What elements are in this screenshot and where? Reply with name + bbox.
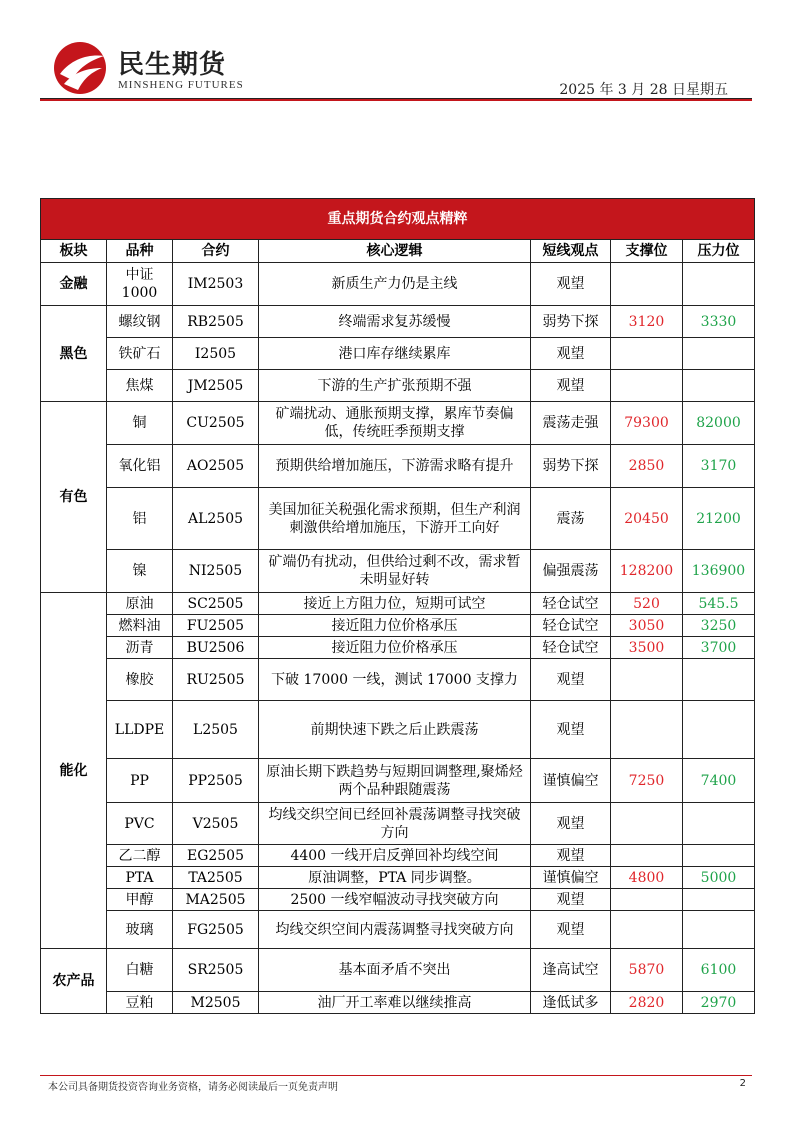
logic-cell: 均线交织空间已经回补震荡调整寻找突破方向	[259, 803, 531, 845]
variety-cell: 甲醇	[107, 889, 173, 911]
logic-cell: 原油调整，PTA 同步调整。	[259, 867, 531, 889]
table-row	[41, 659, 755, 701]
support-cell	[611, 659, 683, 701]
contract-cell: M2505	[173, 992, 259, 1014]
contract-cell: RU2505	[173, 659, 259, 701]
variety-cell: 原油	[107, 593, 173, 615]
contract-cell: FG2505	[173, 911, 259, 949]
view-cell: 震荡	[531, 488, 611, 550]
resistance-cell: 7400	[683, 759, 755, 803]
view-cell: 观望	[531, 338, 611, 370]
table-row	[41, 845, 755, 867]
view-cell: 观望	[531, 659, 611, 701]
support-cell	[611, 845, 683, 867]
view-cell: 观望	[531, 370, 611, 402]
table-row	[41, 488, 755, 550]
view-cell: 轻仓试空	[531, 637, 611, 659]
logic-cell: 均线交织空间内震荡调整寻找突破方向	[259, 911, 531, 949]
resistance-cell: 21200	[683, 488, 755, 550]
table-row	[41, 550, 755, 593]
table-row	[41, 992, 755, 1014]
variety-cell: 铝	[107, 488, 173, 550]
resistance-cell: 6100	[683, 949, 755, 992]
logic-cell: 下破 17000 一线，测试 17000 支撑力	[259, 659, 531, 701]
logic-cell: 4400 一线开启反弹回补均线空间	[259, 845, 531, 867]
col-support-header: 支撑位	[611, 240, 683, 263]
view-cell: 观望	[531, 263, 611, 306]
contract-cell: SC2505	[173, 593, 259, 615]
logic-cell: 终端需求复苏缓慢	[259, 306, 531, 338]
variety-cell: 橡胶	[107, 659, 173, 701]
support-cell	[611, 911, 683, 949]
variety-cell: 沥青	[107, 637, 173, 659]
logic-cell: 矿端仍有扰动，但供给过剩不改，需求暂未明显好转	[259, 550, 531, 593]
logic-cell: 港口库存继续累库	[259, 338, 531, 370]
view-cell: 逢高试空	[531, 949, 611, 992]
support-cell	[611, 803, 683, 845]
logic-cell: 前期快速下跌之后止跌震荡	[259, 701, 531, 759]
view-cell: 逢低试多	[531, 992, 611, 1014]
table-row	[41, 615, 755, 637]
resistance-cell	[683, 803, 755, 845]
view-cell: 弱势下探	[531, 445, 611, 488]
contract-cell: AL2505	[173, 488, 259, 550]
support-cell: 3120	[611, 306, 683, 338]
resistance-cell	[683, 845, 755, 867]
sector-cell: 农产品	[41, 949, 107, 1014]
resistance-cell: 3330	[683, 306, 755, 338]
table-row	[41, 263, 755, 306]
resistance-cell: 3170	[683, 445, 755, 488]
contract-cell: NI2505	[173, 550, 259, 593]
footer-divider	[40, 1075, 752, 1076]
variety-cell: PTA	[107, 867, 173, 889]
variety-cell: 燃料油	[107, 615, 173, 637]
logic-cell: 基本面矛盾不突出	[259, 949, 531, 992]
logic-cell: 矿端扰动、通胀预期支撑，累库节奏偏低，传统旺季预期支撑	[259, 402, 531, 445]
brand-name-en: MINSHENG FUTURES	[118, 79, 244, 91]
variety-cell: 玻璃	[107, 911, 173, 949]
futures-views-table	[40, 198, 755, 1014]
minsheng-logo-icon	[50, 40, 110, 96]
resistance-cell: 5000	[683, 867, 755, 889]
table-row	[41, 759, 755, 803]
contract-cell: EG2505	[173, 845, 259, 867]
col-logic-header: 核心逻辑	[259, 240, 531, 263]
view-cell: 偏强震荡	[531, 550, 611, 593]
resistance-cell: 3700	[683, 637, 755, 659]
contract-cell: L2505	[173, 701, 259, 759]
variety-cell: 铁矿石	[107, 338, 173, 370]
variety-cell: 焦煤	[107, 370, 173, 402]
table-row	[41, 911, 755, 949]
variety-cell: LLDPE	[107, 701, 173, 759]
view-cell: 观望	[531, 845, 611, 867]
logic-cell: 预期供给增加施压，下游需求略有提升	[259, 445, 531, 488]
resistance-cell: 3250	[683, 615, 755, 637]
table-row	[41, 445, 755, 488]
view-cell: 弱势下探	[531, 306, 611, 338]
contract-cell: BU2506	[173, 637, 259, 659]
resistance-cell	[683, 338, 755, 370]
logic-cell: 接近阻力位价格承压	[259, 615, 531, 637]
support-cell: 520	[611, 593, 683, 615]
contract-cell: SR2505	[173, 949, 259, 992]
support-cell	[611, 889, 683, 911]
col-resistance-header: 压力位	[683, 240, 755, 263]
support-cell: 79300	[611, 402, 683, 445]
footer-disclaimer: 本公司具备期货投资咨询业务资格，请务必阅读最后一页免责声明	[48, 1082, 338, 1093]
contract-cell: I2505	[173, 338, 259, 370]
logic-cell: 2500 一线窄幅波动寻找突破方向	[259, 889, 531, 911]
support-cell: 2850	[611, 445, 683, 488]
table-row	[41, 803, 755, 845]
sector-cell: 黑色	[41, 306, 107, 402]
resistance-cell: 545.5	[683, 593, 755, 615]
contract-cell: PP2505	[173, 759, 259, 803]
resistance-cell	[683, 911, 755, 949]
support-cell	[611, 370, 683, 402]
support-cell: 5870	[611, 949, 683, 992]
support-cell: 4800	[611, 867, 683, 889]
contract-cell: CU2505	[173, 402, 259, 445]
brand-name-cn: 民生期货	[118, 50, 227, 80]
support-cell	[611, 701, 683, 759]
support-cell	[611, 263, 683, 306]
logic-cell: 接近上方阻力位，短期可试空	[259, 593, 531, 615]
resistance-cell: 82000	[683, 402, 755, 445]
resistance-cell	[683, 701, 755, 759]
page-number: 2	[739, 1078, 746, 1089]
variety-cell: 螺纹钢	[107, 306, 173, 338]
variety-cell: 白糖	[107, 949, 173, 992]
support-cell: 3050	[611, 615, 683, 637]
logic-cell: 下游的生产扩张预期不强	[259, 370, 531, 402]
view-cell: 观望	[531, 911, 611, 949]
table-row	[41, 370, 755, 402]
table-row	[41, 593, 755, 615]
header-accent-bar	[40, 99, 752, 101]
report-date: 2025 年 3 月 28 日星期五	[559, 82, 728, 98]
view-cell: 震荡走强	[531, 402, 611, 445]
variety-cell: 镍	[107, 550, 173, 593]
col-view-header: 短线观点	[531, 240, 611, 263]
contract-cell: MA2505	[173, 889, 259, 911]
support-cell: 3500	[611, 637, 683, 659]
resistance-cell	[683, 370, 755, 402]
table-row	[41, 701, 755, 759]
resistance-cell: 2970	[683, 992, 755, 1014]
support-cell: 128200	[611, 550, 683, 593]
resistance-cell	[683, 659, 755, 701]
view-cell: 观望	[531, 803, 611, 845]
sector-cell: 能化	[41, 593, 107, 949]
table-row	[41, 949, 755, 992]
table-row	[41, 306, 755, 338]
resistance-cell	[683, 889, 755, 911]
resistance-cell: 136900	[683, 550, 755, 593]
table-title: 重点期货合约观点精粹	[41, 199, 755, 240]
variety-cell: 中证1000	[107, 263, 173, 306]
resistance-cell	[683, 263, 755, 306]
table-row	[41, 402, 755, 445]
logic-cell: 原油长期下跌趋势与短期回调整理,聚烯烃两个品种跟随震荡	[259, 759, 531, 803]
table-row	[41, 637, 755, 659]
variety-cell: PP	[107, 759, 173, 803]
support-cell: 20450	[611, 488, 683, 550]
variety-cell: 氧化铝	[107, 445, 173, 488]
view-cell: 轻仓试空	[531, 593, 611, 615]
logic-cell: 接近阻力位价格承压	[259, 637, 531, 659]
contract-cell: JM2505	[173, 370, 259, 402]
table-row	[41, 867, 755, 889]
col-sector-header: 板块	[41, 240, 107, 263]
variety-cell: PVC	[107, 803, 173, 845]
support-cell: 7250	[611, 759, 683, 803]
view-cell: 观望	[531, 889, 611, 911]
col-contract-header: 合约	[173, 240, 259, 263]
contract-cell: TA2505	[173, 867, 259, 889]
logic-cell: 美国加征关税强化需求预期，但生产利润刺激供给增加施压，下游开工向好	[259, 488, 531, 550]
logic-cell: 新质生产力仍是主线	[259, 263, 531, 306]
view-cell: 谨慎偏空	[531, 759, 611, 803]
variety-cell: 乙二醇	[107, 845, 173, 867]
table-row	[41, 338, 755, 370]
table-row	[41, 889, 755, 911]
variety-cell: 豆粕	[107, 992, 173, 1014]
contract-cell: AO2505	[173, 445, 259, 488]
contract-cell: IM2503	[173, 263, 259, 306]
view-cell: 观望	[531, 701, 611, 759]
col-variety-header: 品种	[107, 240, 173, 263]
view-cell: 轻仓试空	[531, 615, 611, 637]
contract-cell: RB2505	[173, 306, 259, 338]
support-cell: 2820	[611, 992, 683, 1014]
contract-cell: V2505	[173, 803, 259, 845]
sector-cell: 有色	[41, 402, 107, 593]
variety-cell: 铜	[107, 402, 173, 445]
support-cell	[611, 338, 683, 370]
view-cell: 谨慎偏空	[531, 867, 611, 889]
sector-cell: 金融	[41, 263, 107, 306]
logic-cell: 油厂开工率难以继续推高	[259, 992, 531, 1014]
contract-cell: FU2505	[173, 615, 259, 637]
